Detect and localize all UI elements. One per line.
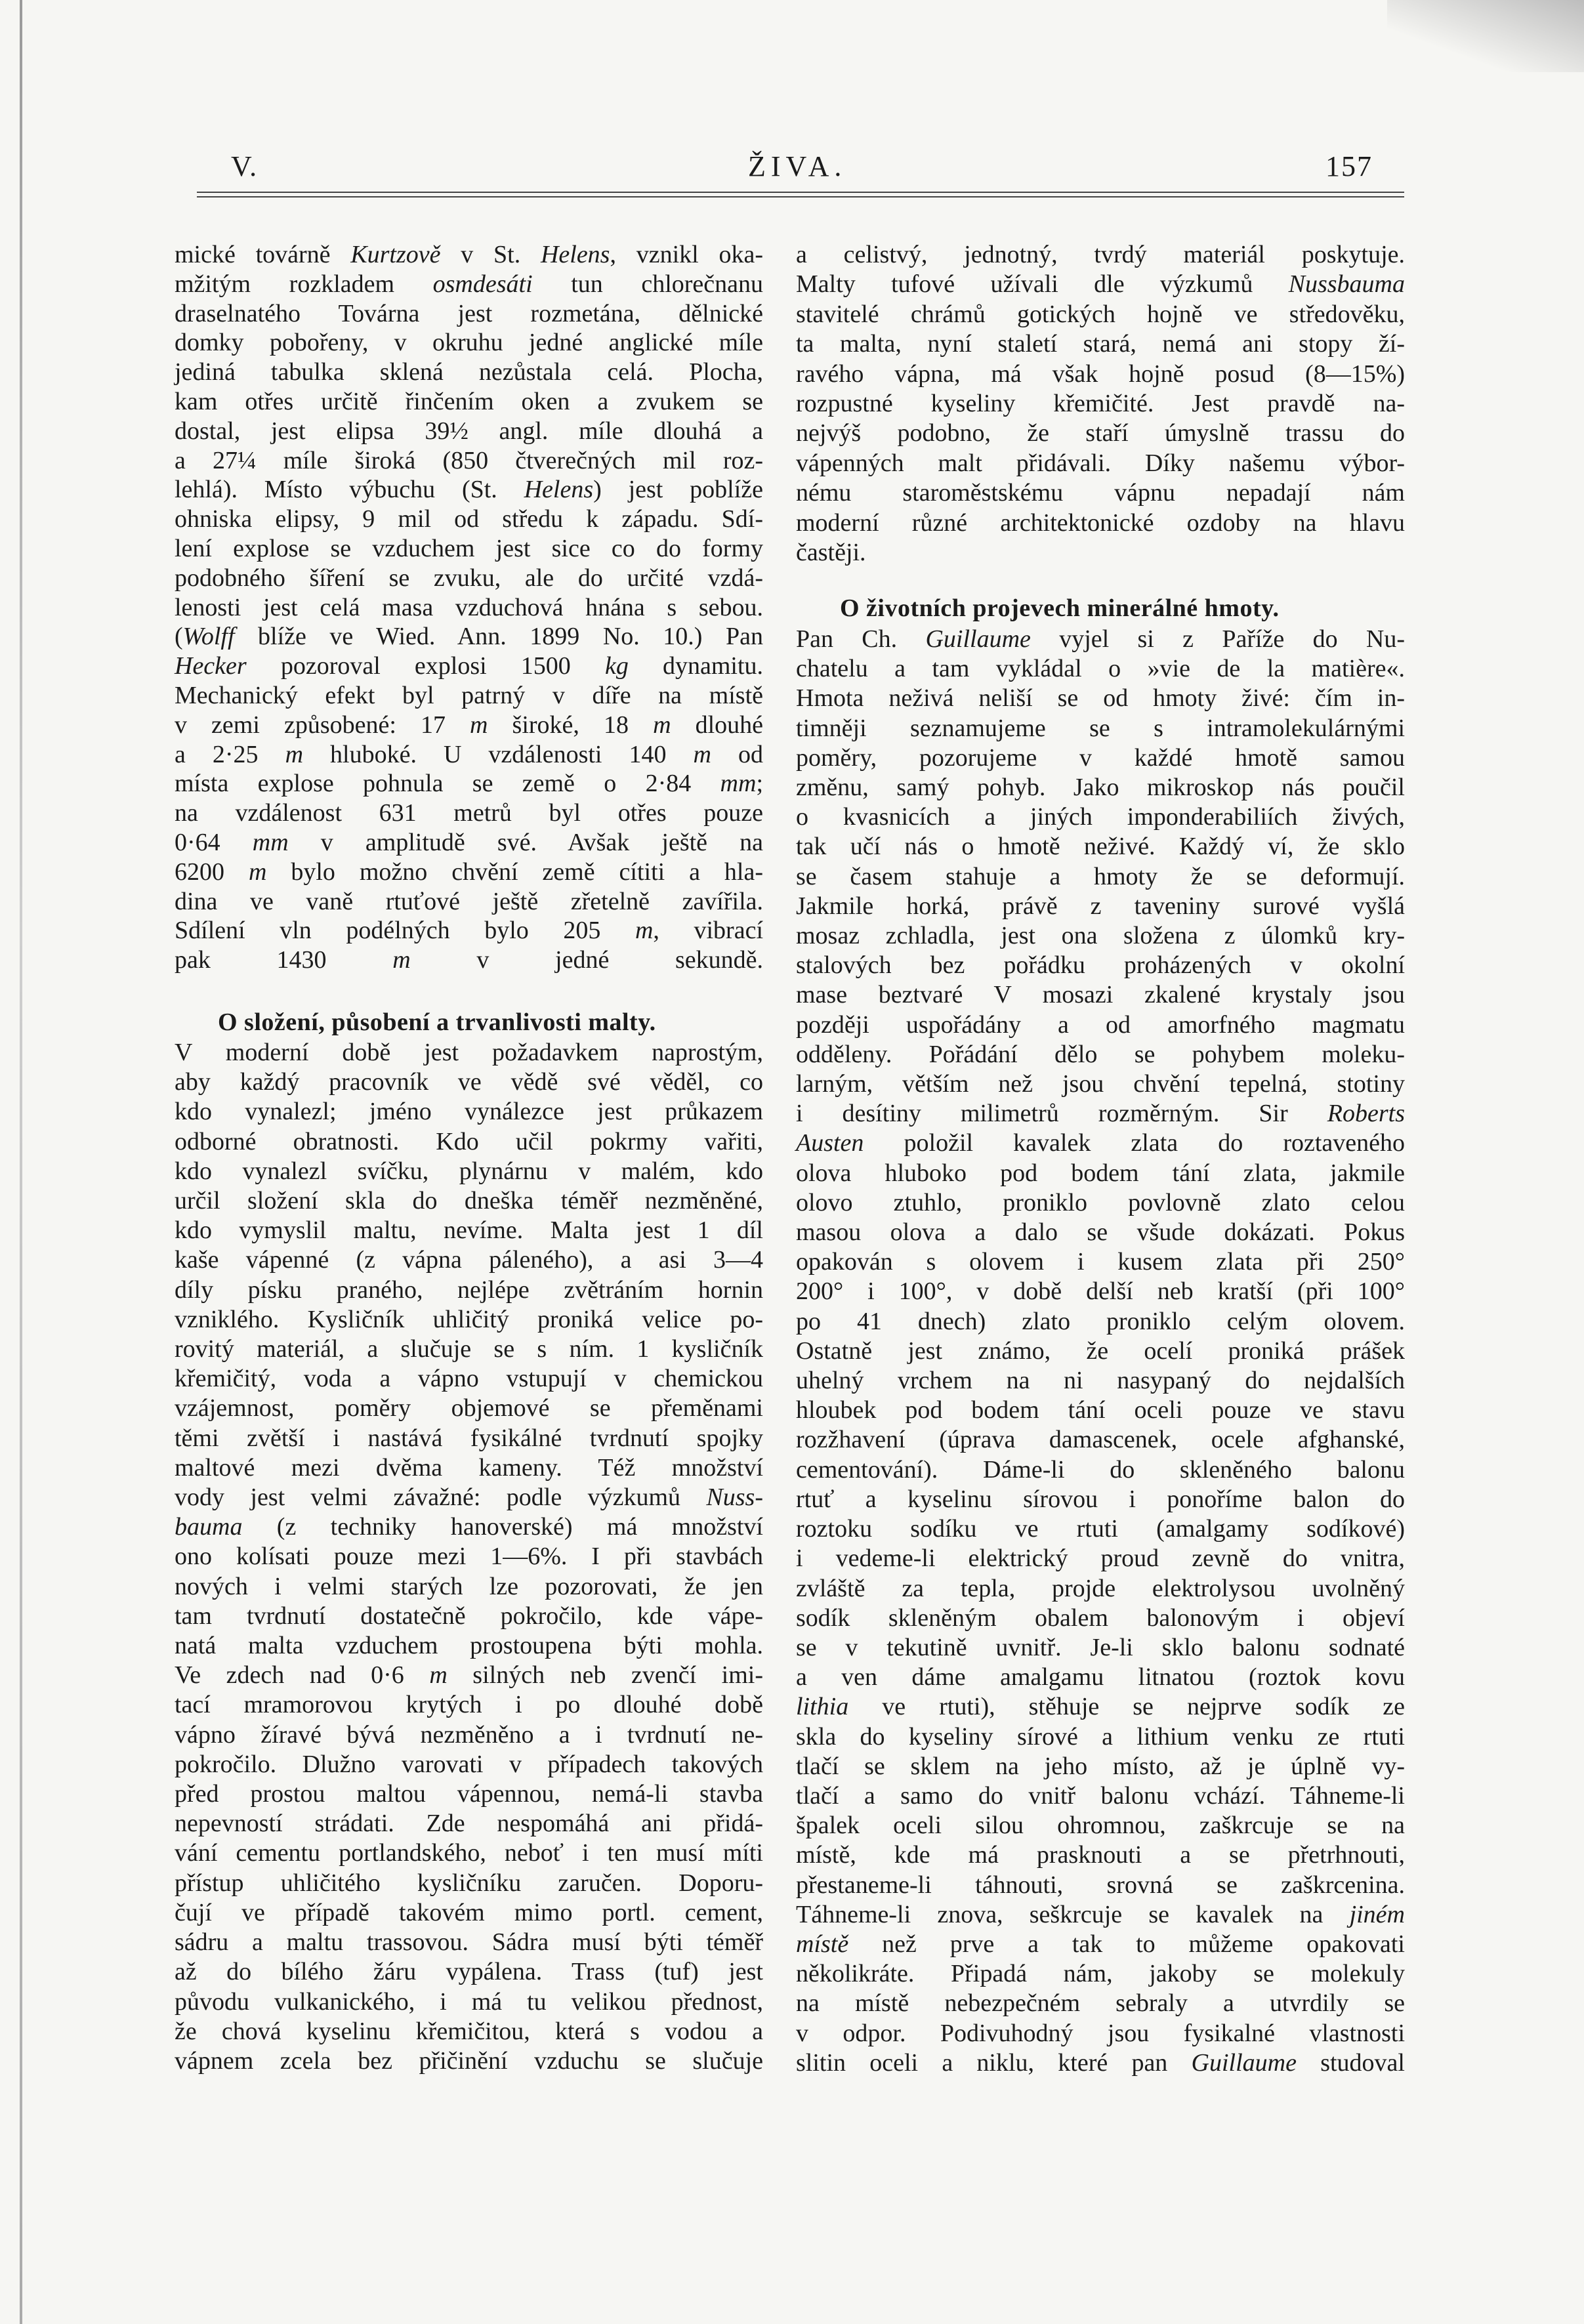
italic-run: místě: [796, 1930, 849, 1958]
page-number: 157: [1325, 150, 1373, 182]
text-line: [796, 654, 1405, 684]
text-run: roztoku sodíku ve rtuti (amalgamy sodíkové): [796, 1515, 1405, 1543]
text-run: hluboké. U vzdálenosti 140: [303, 740, 694, 768]
text-line: [175, 1127, 763, 1157]
text-line: [796, 449, 1405, 478]
text-run: až do bílého žáru vypálena. Trass (tuf) jest: [175, 1958, 763, 1986]
italic-run: bauma: [175, 1513, 243, 1541]
section-heading-malta: O složení, působení a trvanlivosti malty.: [218, 1008, 656, 1036]
text-run: změnu, samý pohyb. Jako mikroskop nás poučil: [796, 774, 1405, 802]
text-run: dynamitu.: [628, 652, 763, 680]
text-run: tam tvrdnutí dostatečně pokročilo, kde vápe-: [175, 1602, 763, 1630]
text-line: [175, 1720, 763, 1750]
text-run: těmi zvětší i nastává fysikálné tvrdnutí spojky: [175, 1424, 763, 1452]
italic-run: Roberts: [1327, 1100, 1405, 1128]
text-line: [796, 1040, 1405, 1069]
text-line: [175, 1276, 763, 1305]
text-line: [796, 951, 1405, 980]
text-line: [175, 681, 763, 711]
text-line: [175, 828, 763, 858]
text-run: kdo vynalezl; jméno vynálezce jest průkazem: [175, 1098, 763, 1126]
text-line: [175, 1186, 763, 1216]
text-line: [175, 1068, 763, 1097]
text-line: [175, 1483, 763, 1512]
text-line: [175, 1572, 763, 1602]
text-run: olovo ztuhlo, proniklo povlovně zlato celou: [796, 1188, 1405, 1216]
text-line: [175, 1097, 763, 1127]
text-line: [175, 446, 763, 476]
text-run: a 2·25: [175, 740, 285, 768]
text-run: lehlá). Místo výbuchu (St.: [175, 476, 524, 504]
text-line: [175, 1157, 763, 1186]
text-line: [175, 270, 763, 299]
text-line: [796, 1159, 1405, 1188]
text-line: [796, 802, 1405, 832]
text-line: [175, 1394, 763, 1423]
text-line: [796, 1930, 1405, 1959]
text-line: [175, 1898, 763, 1928]
text-run: a celistvý, jednotný, tvrdý materiál poskytuje.: [796, 241, 1405, 268]
text-run: V moderní době jest požadavkem naprostým,: [175, 1039, 763, 1066]
italic-run: Guillaume: [1191, 2048, 1297, 2077]
text-run: vápnem zcela bez přičinění vzduchu se slučuje: [175, 2046, 763, 2075]
text-run: 0·64: [175, 828, 253, 856]
text-line: [175, 1987, 763, 2017]
text-run: lenosti jest celá masa vzduchová hnána s sebou.: [175, 593, 763, 621]
text-run: křemičitý, voda a vápno vstupují v chemickou: [175, 1365, 763, 1393]
text-run: moderní různé architektonické ozdoby na hlavu: [796, 508, 1405, 537]
text-line: [175, 1957, 763, 1987]
text-run: lení explose se vzduchem jest sice co do formy: [175, 534, 763, 562]
right-column-paragraph: [796, 625, 1405, 2078]
text-run: vyjel si z Paříže do Nu-: [1030, 625, 1405, 653]
text-line: [796, 1752, 1405, 1781]
text-run: a 27¼ míle široká (850 čtverečných mil roz-: [175, 446, 763, 474]
text-line: [175, 1809, 763, 1838]
text-line: [175, 1602, 763, 1631]
text-run: čují ve případě takovém mimo portl. cement,: [175, 1898, 763, 1926]
text-line: [796, 1663, 1405, 1692]
text-run: dina ve vaně rtuťové ještě zřetelně zavířila.: [175, 887, 763, 915]
text-run: ravého vápna, má však hojně posud (8—15%): [796, 360, 1405, 388]
italic-run: m: [693, 740, 711, 768]
journal-title: ŽIVA.: [748, 150, 847, 182]
text-run: blíže ve Wied. Ann. 1899 No. 10.) Pan: [234, 623, 763, 651]
text-run: Jakmile horká, právě z taveniny surové vyšlá: [796, 892, 1405, 920]
text-line: [796, 1396, 1405, 1425]
text-run: v amplitudě své. Avšak ještě na: [288, 828, 763, 856]
text-run: v odpor. Podivuhodný jsou fysikalné vlastnosti: [796, 2019, 1405, 2047]
text-line: [175, 2017, 763, 2046]
text-run: v St.: [440, 241, 541, 268]
text-run: vápenných malt přidávali. Díky našemu výbor-: [796, 449, 1405, 477]
scan-corner-shadow: [1387, 0, 1584, 72]
text-line: [175, 505, 763, 534]
text-run: původu vulkanického, i má tu velikou přednost,: [175, 1987, 763, 2016]
text-run: v jedné sekundě.: [410, 946, 763, 974]
text-run: sádru a maltu trassovou. Sádra musí býti téměř: [175, 1928, 763, 1957]
text-line: [796, 240, 1405, 270]
text-run: Sdílení vln podélných bylo 205: [175, 917, 635, 945]
text-run: poměry, pozorujeme v každé hmotě samou: [796, 743, 1405, 772]
text-run: ve rtuti), stěhuje se nejprve sodík ze: [848, 1693, 1405, 1721]
text-line: [175, 622, 763, 652]
italic-run: Wolff: [182, 623, 235, 651]
italic-run: m: [285, 740, 304, 768]
text-line: [175, 1838, 763, 1868]
text-run: na místě nebezpečném sebraly a utvrdily se: [796, 1989, 1405, 2018]
text-run: masou olova a dalo se všude dokázati. Pokus: [796, 1218, 1405, 1247]
text-line: [796, 1218, 1405, 1247]
italic-run: Nussbauma: [1288, 270, 1405, 299]
text-run: špalek oceli silou ohromnou, zaškrcuje se na: [796, 1812, 1405, 1840]
text-run: nepevností strádati. Zde nespomáhá ani přidá-: [175, 1810, 763, 1838]
text-run: Pan Ch.: [796, 625, 926, 653]
text-line: [796, 1604, 1405, 1633]
text-run: tací mramorovou krytých i po dlouhé době: [175, 1691, 763, 1719]
text-line: [175, 417, 763, 446]
volume-number: V.: [231, 150, 259, 182]
header-rule: [197, 192, 1404, 193]
text-line: [796, 1781, 1405, 1811]
text-run: položil kavalek zlata do roztaveného: [864, 1129, 1405, 1157]
text-run: (z techniky hanoverské) má množství: [242, 1513, 763, 1541]
text-run: o kvasnicích a jiných imponderabiliích živých,: [796, 803, 1405, 831]
text-run: od: [711, 740, 763, 768]
text-run: rozpustné kyseliny křemičité. Jest pravdě na-: [796, 390, 1405, 418]
text-run: sodík skleněným obalem balonovým i objeví: [796, 1604, 1405, 1632]
italic-run: mm: [720, 770, 757, 798]
text-run: než prve a tak to můžeme opakovati: [848, 1930, 1405, 1958]
text-line: [796, 1366, 1405, 1396]
text-line: [796, 1455, 1405, 1485]
text-run: rtuť a kyselinu sírovou i ponoříme balon do: [796, 1485, 1405, 1513]
text-run: vzniklého. Kysličník uhličitý proniká velice po-: [175, 1305, 763, 1333]
text-run: místě, kde má prasknouti a se přetrhnouti,: [796, 1841, 1405, 1869]
text-run: , vznikl oka-: [610, 241, 763, 268]
header-rule: [197, 196, 1404, 197]
text-line: [175, 1424, 763, 1453]
text-line: [175, 1661, 763, 1690]
text-line: [796, 1871, 1405, 1900]
text-run: chatelu a tam vykládal o »vie de la matière«.: [796, 655, 1405, 683]
text-run: silných neb zvenčí imi-: [447, 1661, 764, 1690]
italic-run: osmdesáti: [432, 270, 533, 298]
text-run: dostal, jest elipsa 39½ angl. míle dlouhá a: [175, 417, 763, 445]
text-line: [175, 328, 763, 358]
text-line: [175, 652, 763, 681]
text-line: [796, 2048, 1405, 2078]
text-line: [796, 1307, 1405, 1337]
text-line: [796, 1247, 1405, 1277]
text-run: na vzdálenost 631 metrů byl otřes pouze: [175, 799, 763, 827]
italic-run: m: [635, 917, 654, 945]
text-line: [796, 1514, 1405, 1544]
text-line: [796, 773, 1405, 802]
text-run: Mechanický efekt byl patrný v díře na místě: [175, 681, 763, 709]
text-run: stavitelé chrámů gotických hojně ve středověku,: [796, 300, 1405, 328]
text-line: [796, 1633, 1405, 1663]
text-run: určil složení skla do dneška téměř nezměněné,: [175, 1187, 763, 1215]
italic-run: m: [470, 711, 488, 739]
text-run: tak učí nás o hmotě neživé. Každý ví, že sklo: [796, 833, 1405, 861]
text-line: [796, 508, 1405, 538]
text-line: [796, 2019, 1405, 2048]
left-column-paragraph: [175, 240, 763, 975]
text-run: i desítiny milimetrů rozměrným. Sir: [796, 1100, 1327, 1128]
text-line: [796, 714, 1405, 743]
text-run: častěji.: [796, 539, 866, 567]
italic-run: m: [653, 711, 671, 739]
italic-run: Hecker: [175, 652, 247, 680]
text-run: , vibrací: [653, 917, 763, 945]
text-run: mžitým rozkladem: [175, 270, 433, 298]
text-run: před prostou maltou vápennou, nemá-li stavba: [175, 1780, 763, 1808]
text-line: [175, 711, 763, 740]
text-line: [796, 862, 1405, 892]
text-run: tlačí a samo do vnitř balonu vchází. Táhneme-li: [796, 1781, 1405, 1810]
text-line: [796, 625, 1405, 654]
text-line: [175, 1245, 763, 1275]
text-line: [175, 534, 763, 564]
text-line: [175, 1779, 763, 1809]
text-run: rozžhavení (úprava damascenek, ocele afghanské,: [796, 1426, 1405, 1454]
text-line: [175, 1335, 763, 1364]
text-run: opakován s olovem i kusem zlata při 250°: [796, 1248, 1405, 1276]
text-line: [175, 740, 763, 770]
text-line: [796, 1337, 1405, 1366]
text-line: [175, 358, 763, 387]
text-line: [796, 1099, 1405, 1129]
text-line: [175, 1453, 763, 1483]
text-run: olova hluboko pod bodem tání zlata, jakmile: [796, 1159, 1405, 1187]
italic-run: m: [392, 946, 411, 974]
text-run: kam otřes určitě řinčením oken a zvukem se: [175, 387, 763, 415]
italic-run: Helens: [540, 241, 610, 268]
text-run: přestaneme-li táhnouti, srovná se zaškrcenina.: [796, 1871, 1405, 1899]
text-run: slitin oceli a niklu, které pan: [796, 2048, 1192, 2077]
text-line: [796, 1811, 1405, 1840]
text-run: zvláště za tepla, projde elektrolysou uvolněný: [796, 1574, 1405, 1602]
text-run: larným, větším než jsou chvění tepelná, stotiny: [796, 1070, 1405, 1098]
italic-run: lithia: [796, 1693, 849, 1721]
text-line: [175, 475, 763, 505]
text-line: [796, 389, 1405, 419]
text-line: [796, 1544, 1405, 1573]
text-run: a ven dáme amalgamu litnatou (roztok kovu: [796, 1663, 1405, 1691]
text-run: tun chlorečnanu: [532, 270, 764, 298]
italic-run: Guillaume: [925, 625, 1031, 653]
text-run: v zemi způsobené: 17: [175, 711, 470, 739]
text-run: (: [175, 623, 183, 651]
text-run: Hmota neživá neliší se od hmoty živé: čím in-: [796, 684, 1405, 713]
text-run: několikráte. Připadá nám, jakoby se molekuly: [796, 1960, 1405, 1988]
text-run: odborné obratnosti. Kdo učil pokrmy vařiti,: [175, 1127, 763, 1155]
text-run: 200° i 100°, v době delší neb kratší (při 100°: [796, 1277, 1405, 1306]
italic-run: Kurtzově: [350, 241, 441, 268]
text-run: natá malta vzduchem prostoupena býti mohla.: [175, 1632, 763, 1660]
left-column-paragraph: [175, 1038, 763, 2076]
text-run: podobného šíření se zvuku, ale do určité vzdá-: [175, 564, 763, 592]
text-line: [175, 1512, 763, 1542]
italic-run: Nuss-: [706, 1484, 763, 1512]
text-line: [175, 799, 763, 828]
text-line: [796, 892, 1405, 921]
italic-run: jiném: [1349, 1900, 1405, 1928]
text-run: místa explose pohnula se země o 2·84: [175, 770, 720, 798]
text-line: [796, 1129, 1405, 1158]
text-run: se v tekutině uvnitř. Je-li sklo balonu sodnaté: [796, 1633, 1405, 1661]
text-run: skla do kyseliny sírové a lithium venku ze rtuti: [796, 1722, 1405, 1751]
text-line: [175, 1869, 763, 1898]
text-run: později uspořádány a od amorfného magmatu: [796, 1010, 1405, 1039]
text-run: bylo možno chvění země cítiti a hla-: [266, 858, 764, 886]
text-run: nových i velmi starých lze pozorovati, že jen: [175, 1572, 763, 1600]
text-run: tlačí se sklem na jeho místo, až je úplně vy-: [796, 1752, 1405, 1780]
italic-run: mm: [252, 828, 289, 856]
text-line: [175, 240, 763, 270]
text-run: maltové mezi dvěma kameny. Též množství: [175, 1453, 763, 1482]
text-line: [175, 945, 763, 975]
text-run: se časem stahuje a hmoty že se deformují.: [796, 862, 1405, 890]
text-run: že chová kyselinu křemičitou, která s vodou a: [175, 2017, 763, 2045]
text-line: [175, 564, 763, 593]
section-heading-hmota: O životních projevech minerálné hmoty.: [840, 594, 1280, 622]
text-run: přístup uhličitého kysličníku zaručen. Doporu-: [175, 1869, 763, 1897]
text-run: studoval: [1296, 2048, 1405, 2077]
text-run: Ve zdech nad 0·6: [175, 1661, 430, 1690]
text-line: [796, 684, 1405, 713]
text-run: jediná tabulka sklená nezůstala celá. Plocha,: [175, 358, 763, 386]
italic-run: kg: [604, 652, 629, 680]
text-line: [796, 980, 1405, 1010]
text-line: [796, 300, 1405, 329]
text-line: [796, 1010, 1405, 1040]
text-line: [175, 916, 763, 945]
text-line: [796, 1277, 1405, 1306]
text-line: [796, 1485, 1405, 1514]
text-run: pokročilo. Dlužno varovati v případech takových: [175, 1750, 763, 1778]
text-run: ;: [756, 770, 763, 798]
text-run: Táhneme-li znova, seškrcuje se kavalek na: [796, 1900, 1350, 1928]
text-run: pozoroval explosi 1500: [246, 652, 605, 680]
text-line: [796, 1959, 1405, 1989]
italic-run: Austen: [796, 1129, 864, 1157]
text-line: [175, 387, 763, 417]
text-line: [175, 1216, 763, 1245]
text-run: uhelný vrchem na ni nasypaný do nejdalších: [796, 1367, 1405, 1395]
text-line: [175, 1542, 763, 1571]
italic-run: m: [429, 1661, 448, 1690]
text-run: draselnatého Továrna jest rozmetána, dělnické: [175, 299, 763, 327]
text-line: [796, 538, 1405, 568]
text-run: ono kolísati pouze mezi 1—6%. I při stavbách: [175, 1543, 763, 1571]
text-run: domky pobořeny, v okruhu jedné anglické míle: [175, 329, 763, 357]
text-run: pak 1430: [175, 946, 393, 974]
text-line: [796, 1840, 1405, 1870]
text-line: [175, 1928, 763, 1957]
text-line: [796, 360, 1405, 389]
text-run: díly písku praného, nejlépe zvětráním hornin: [175, 1276, 763, 1304]
text-run: vápno žíravé bývá nezměněno a i tvrdnutí ne-: [175, 1720, 763, 1749]
text-run: ) jest poblíže: [593, 476, 763, 504]
text-run: vzájemnost, poměry objemové se přeměnami: [175, 1394, 763, 1422]
text-line: [175, 769, 763, 799]
text-line: [796, 1188, 1405, 1218]
scan-edge: [20, 0, 22, 2324]
text-line: [175, 593, 763, 623]
text-run: i vedeme-li elektrický proud zevně do vnitra,: [796, 1545, 1405, 1573]
text-run: ohniska elipsy, 9 mil od středu k západu. Sdí-: [175, 505, 763, 533]
text-run: kaše vápenné (z vápna páleného), a asi 3—4: [175, 1246, 763, 1274]
text-line: [175, 1631, 763, 1661]
text-line: [796, 1069, 1405, 1099]
text-run: vody jest velmi závažné: podle výzkumů: [175, 1484, 707, 1512]
text-line: [175, 1305, 763, 1335]
text-run: po 41 dnech) zlato proniklo celým olovem.: [796, 1307, 1405, 1335]
text-line: [175, 858, 763, 887]
text-line: [175, 1750, 763, 1779]
text-line: [796, 1900, 1405, 1930]
text-line: [175, 299, 763, 329]
text-run: kdo vymyslil maltu, nevíme. Malta jest 1 díl: [175, 1216, 763, 1245]
right-column-paragraph: [796, 240, 1405, 568]
text-line: [796, 329, 1405, 359]
text-run: Malty tufové užívali dle výzkumů: [796, 270, 1289, 299]
text-line: [796, 921, 1405, 951]
text-line: [796, 1722, 1405, 1752]
text-line: [175, 887, 763, 917]
text-line: [796, 419, 1405, 448]
text-run: dlouhé: [671, 711, 763, 739]
text-line: [796, 478, 1405, 508]
text-run: mosaz zchladla, jest ona složena z úlomků kry-: [796, 922, 1405, 950]
text-run: rovitý materiál, a slučuje se s ním. 1 kysličník: [175, 1335, 763, 1363]
text-run: odděleny. Pořádání dělo se pohybem moleku-: [796, 1040, 1405, 1068]
text-line: [175, 1038, 763, 1068]
text-run: timněji seznamujeme se s intramolekulárnými: [796, 714, 1405, 742]
text-line: [175, 1364, 763, 1394]
text-line: [175, 2046, 763, 2076]
text-run: 6200: [175, 858, 249, 886]
text-run: kdo vynalezl svíčku, plynárnu v malém, kdo: [175, 1157, 763, 1185]
text-run: mické továrně: [175, 241, 351, 268]
text-line: [796, 1425, 1405, 1455]
text-line: [175, 1690, 763, 1720]
italic-run: m: [248, 858, 267, 886]
text-line: [796, 1692, 1405, 1722]
text-run: cementování). Dáme-li do skleněného balonu: [796, 1455, 1405, 1484]
text-run: Ostatně jest známo, že ocelí proniká prášek: [796, 1337, 1405, 1365]
text-run: mase beztvaré V mosazi zkalené krystaly jsou: [796, 981, 1405, 1009]
text-run: aby každý pracovník ve vědě své věděl, co: [175, 1068, 763, 1096]
text-run: nému staroměstskému vápnu nepadají nám: [796, 479, 1405, 507]
text-run: vání cementu portlandského, neboť i ten musí míti: [175, 1839, 763, 1867]
text-run: stalových bez pořádku proházených v okolní: [796, 951, 1405, 980]
italic-run: Helens: [524, 476, 594, 504]
text-line: [796, 270, 1405, 299]
text-line: [796, 832, 1405, 861]
text-run: hloubek pod bodem tání oceli pouze ve stavu: [796, 1396, 1405, 1424]
text-line: [796, 1574, 1405, 1604]
text-run: ta malta, nyní staletí stará, nemá ani stopy ží-: [796, 330, 1405, 358]
text-run: nejvýš podobno, že staří úmyslně trassu do: [796, 419, 1405, 447]
text-line: [796, 743, 1405, 773]
text-line: [796, 1989, 1405, 2018]
text-run: široké, 18: [488, 711, 654, 739]
